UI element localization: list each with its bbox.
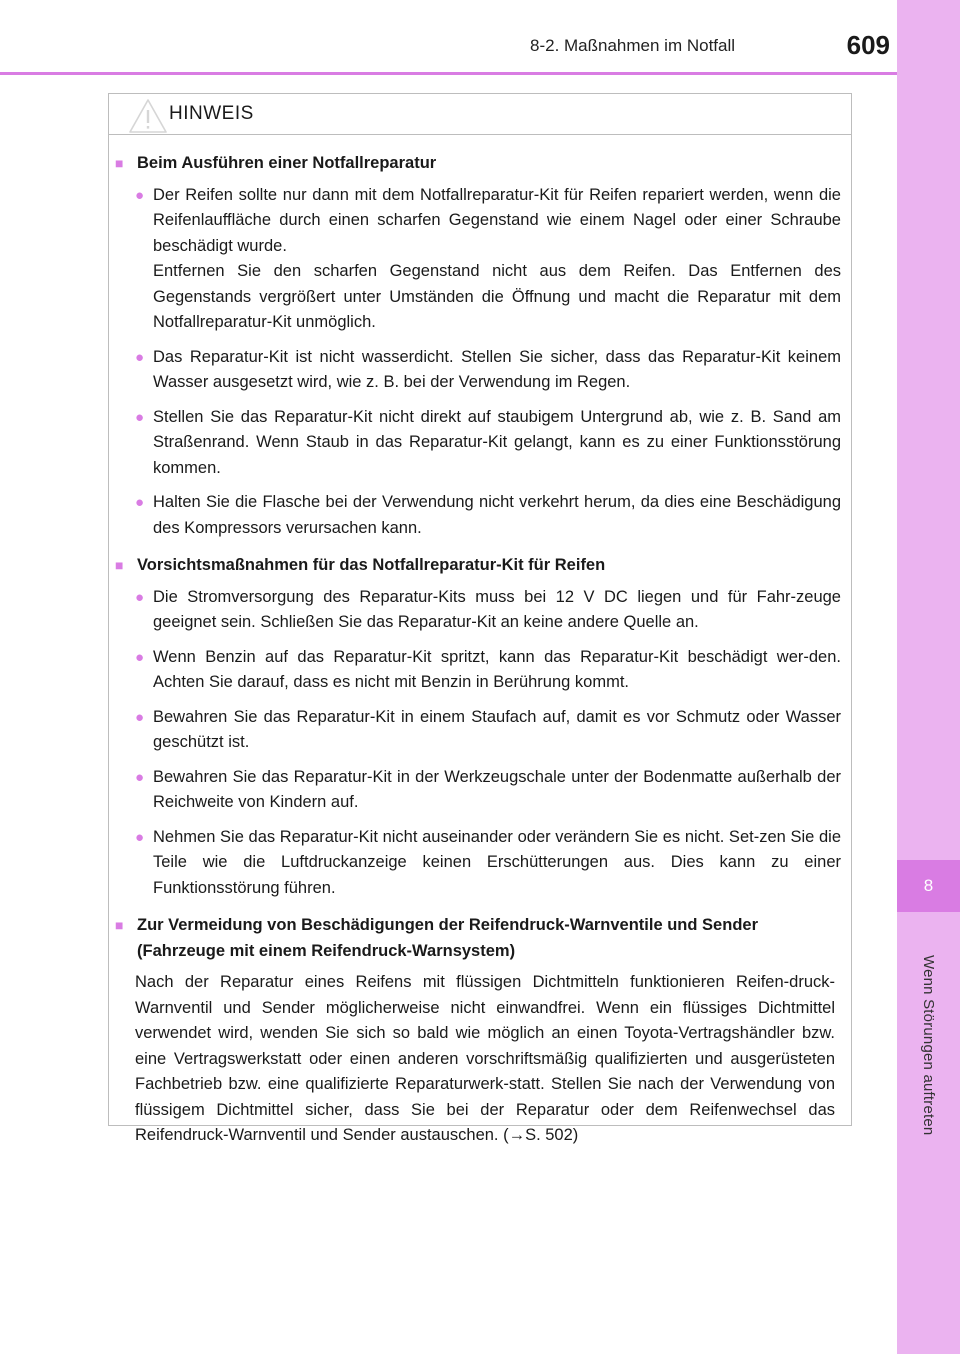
- circle-bullet-icon: ●: [135, 648, 145, 666]
- notice-box: [108, 93, 852, 1144]
- bullet-item: [135, 345, 841, 396]
- bullet-text: [153, 183, 841, 336]
- section-title: 8-2. Maßnahmen im Notfall: [530, 36, 736, 55]
- bullet-item: [135, 765, 841, 816]
- bullet-text: Wenn Benzin auf das Reparatur-Kit spritzt, kann das Reparatur-Kit beschädigt wer-den. Achten Sie darauf, dass es nicht mit Benzin in Berührung kommt.: [153, 647, 841, 691]
- circle-bullet-icon: ●: [135, 708, 145, 726]
- notice-section: [115, 151, 841, 541]
- warning-triangle-icon: [127, 97, 169, 135]
- bullet-item: [135, 585, 841, 636]
- bullet-text: Die Stromversorgung des Reparatur-Kits muss bei 12 V DC liegen und für Fahr-zeuge geeignet sein. Schließen Sie das Reparatur-Kit an keine andere Quelle an.: [153, 587, 841, 631]
- section-heading: [115, 553, 841, 579]
- chapter-title-text: Wenn Störungen auftreten: [920, 954, 937, 1136]
- circle-bullet-icon: ●: [135, 588, 145, 606]
- section-paragraph: Nach der Reparatur eines Reifens mit flüssigen Dichtmitteln funktionieren Reifen-druck-Warnventil und Sender möglicherweise nicht einwandfrei. Wenn ein flüssiges Dichtmittel verwendet wird, wenden Sie sich so bald wie möglich an einen Toyota-Vertragshändler bzw. eine Vertragswerkstatt oder einen anderen vorschriftsmäßig qualifizierten und ausgerüsteten Fachbetrieb bzw. eine qualifizierte Reparaturwerk-statt. Stellen Sie nach der Verwendung von flüssigem Dichtmittel sicher, dass Sie bei der Reparatur oder dem Reifenwechsel das Reifendruck-Warnventil und Sender austauschen. (→S. 502): [135, 973, 835, 1144]
- bullet-item: [135, 645, 841, 696]
- bullet-text: Halten Sie die Flasche bei der Verwendung nicht verkehrt herum, da dies eine Beschädigung des Kompressors verursachen kann.: [153, 493, 841, 537]
- circle-bullet-icon: ●: [135, 186, 145, 204]
- notice-section: [115, 553, 841, 901]
- circle-bullet-icon: ●: [135, 408, 145, 426]
- bullet-text-continued: Entfernen Sie den scharfen Gegenstand nicht aus dem Reifen. Das Entfernen des Gegenstands vergrößert unter Umständen die Öffnung und macht die Reparatur mit dem Notfallreparatur-Kit unmöglich.: [153, 262, 841, 331]
- circle-bullet-icon: ●: [135, 494, 145, 511]
- chapter-number-tab[interactable]: 8: [897, 860, 960, 912]
- bullet-text: Das Reparatur-Kit ist nicht wasserdicht. Stellen Sie sicher, dass das Reparatur-Kit keinem Wasser ausgesetzt wird, wie z. B. bei der Verwendung im Regen.: [153, 347, 841, 391]
- square-bullet-icon: ■: [115, 155, 124, 171]
- header-divider: [0, 72, 897, 75]
- bullet-text: Bewahren Sie das Reparatur-Kit in einem Staufach auf, damit es vor Schmutz oder Wasser geschützt ist.: [153, 707, 841, 751]
- notice-header: [109, 94, 851, 135]
- bullet-item: [135, 825, 841, 902]
- section-heading-text: Vorsichtsmaßnahmen für das Notfallreparatur-Kit für Reifen: [137, 556, 606, 574]
- notice-body: [109, 135, 851, 1149]
- chapter-sidebar: [897, 0, 960, 1354]
- square-bullet-icon: ■: [115, 557, 124, 573]
- circle-bullet-icon: ●: [135, 768, 145, 786]
- bullet-text: Bewahren Sie das Reparatur-Kit in der Werkzeugschale unter der Bodenmatte außerhalb der Reichweite von Kindern auf.: [153, 767, 841, 811]
- chapter-title: [897, 925, 960, 1165]
- bullet-item: [135, 405, 841, 482]
- section-heading-text: Zur Vermeidung von Beschädigungen der Reifendruck-Warnventile und Sender (Fahrzeuge mit einem Reifendruck-Warnsystem): [137, 916, 758, 960]
- circle-bullet-icon: ●: [135, 348, 145, 366]
- circle-bullet-icon: ●: [135, 828, 145, 846]
- square-bullet-icon: ■: [115, 917, 124, 933]
- notice-title: HINWEIS: [169, 103, 254, 124]
- bullet-item: [135, 183, 841, 336]
- section-heading: [115, 151, 841, 177]
- bullet-text: Stellen Sie das Reparatur-Kit nicht direkt auf staubigem Untergrund ab, wie z. B. Sand am Straßenrand. Wenn Staub in das Reparatur-Kit gelangt, kann es zu einer Funktionsstörung kommen.: [153, 407, 841, 477]
- bullet-item: [135, 490, 841, 541]
- page-number: 609: [846, 30, 890, 60]
- section-heading: [115, 913, 841, 964]
- bullet-item: [135, 705, 841, 756]
- bullet-text-main: Der Reifen sollte nur dann mit dem Notfallreparatur-Kit für Reifen repariert werden, wenn die Reifenlauffläche durch einen scharfen Gegenstand wie einem Nagel oder einer Schraube beschädigt wurde.: [153, 185, 841, 255]
- section-heading-text: Beim Ausführen einer Notfallreparatur: [137, 154, 437, 172]
- notice-section: [115, 913, 841, 1149]
- bullet-text: Nehmen Sie das Reparatur-Kit nicht auseinander oder verändern Sie es nicht. Set-zen Sie die Teile wie die Luftdruckanzeige keinen Erschütterungen aus. Dies kann zu einer Funktionsstörung führen.: [153, 827, 841, 897]
